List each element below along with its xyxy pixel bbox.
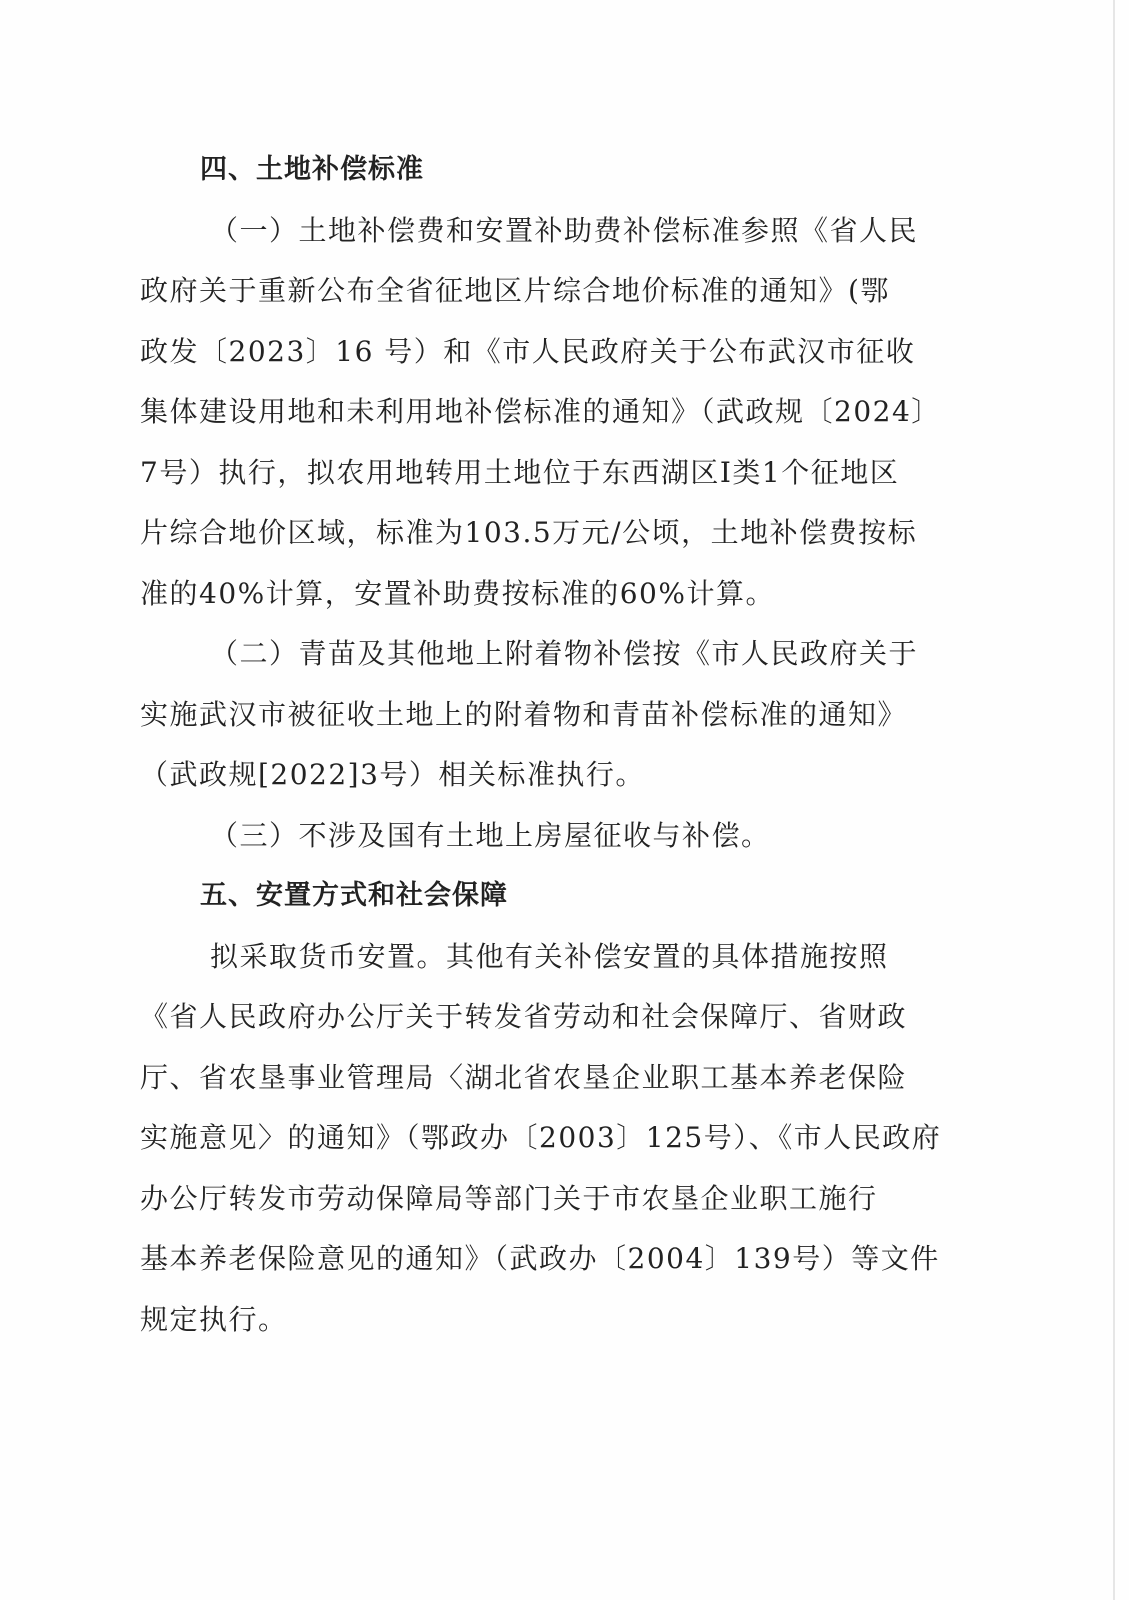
paragraph-line: 《省人民政府办公厅关于转发省劳动和社会保障厅、省财政 — [140, 1000, 908, 1033]
section4-item3-paragraph — [140, 806, 915, 867]
section4-heading: 四、土地补偿标准 — [200, 154, 424, 185]
paragraph-line: （武政规[2022]3号）相关标准执行。 — [140, 758, 645, 791]
paragraph-line: 集体建设用地和未利用地补偿标准的通知》（武政规〔2024〕 — [140, 395, 941, 428]
paragraph-line: 厅、省农垦事业管理局〈湖北省农垦企业职工基本养老保险 — [140, 1060, 908, 1094]
paragraph-line: 基本养老保险意见的通知》（武政办〔2004〕139号）等文件 — [140, 1242, 940, 1275]
paragraph-line: 实施意见〉的通知》（鄂政办〔2003〕125号）、《市人民政府 — [140, 1121, 942, 1154]
paragraph-line: 政府关于重新公布全省征地区片综合地价标准的通知》(鄂 — [140, 274, 890, 307]
section4-item1-paragraph — [140, 201, 941, 625]
scan-edge-line — [1113, 0, 1115, 1600]
paragraph-line: 片综合地价区域，标准为103.5万元/公顷，土地补偿费按标 — [140, 516, 918, 549]
paragraph-line: 7号）执行，拟农用地转用土地位于东西湖区Ⅰ类1个征地区 — [140, 455, 900, 489]
paragraph-line: 拟采取货币安置。其他有关补偿安置的具体措施按照 — [210, 939, 889, 973]
section5-body-paragraph — [140, 927, 942, 1351]
paragraph-line: （一）土地补偿费和安置补助费补偿标准参照《省人民 — [210, 213, 919, 247]
paragraph-line: （三）不涉及国有土地上房屋征收与补偿。 — [210, 818, 771, 852]
paragraph-line: 准的40%计算，安置补助费按标准的60%计算。 — [140, 576, 775, 610]
section5-heading: 五、安置方式和社会保障 — [200, 880, 508, 911]
section4-item2-paragraph — [140, 624, 919, 806]
document-content — [140, 140, 942, 1350]
paragraph-line: （二）青苗及其他地上附着物补偿按《市人民政府关于 — [210, 637, 919, 670]
paragraph-line: 政发〔2023〕16 号）和《市人民政府关于公布武汉市征收 — [140, 334, 916, 368]
paragraph-line: 规定执行。 — [140, 1302, 288, 1336]
paragraph-line: 实施武汉市被征收土地上的附着物和青苗补偿标准的通知》 — [140, 697, 908, 731]
paragraph-line: 办公厅转发市劳动保障局等部门关于市农垦企业职工施行 — [140, 1181, 878, 1215]
